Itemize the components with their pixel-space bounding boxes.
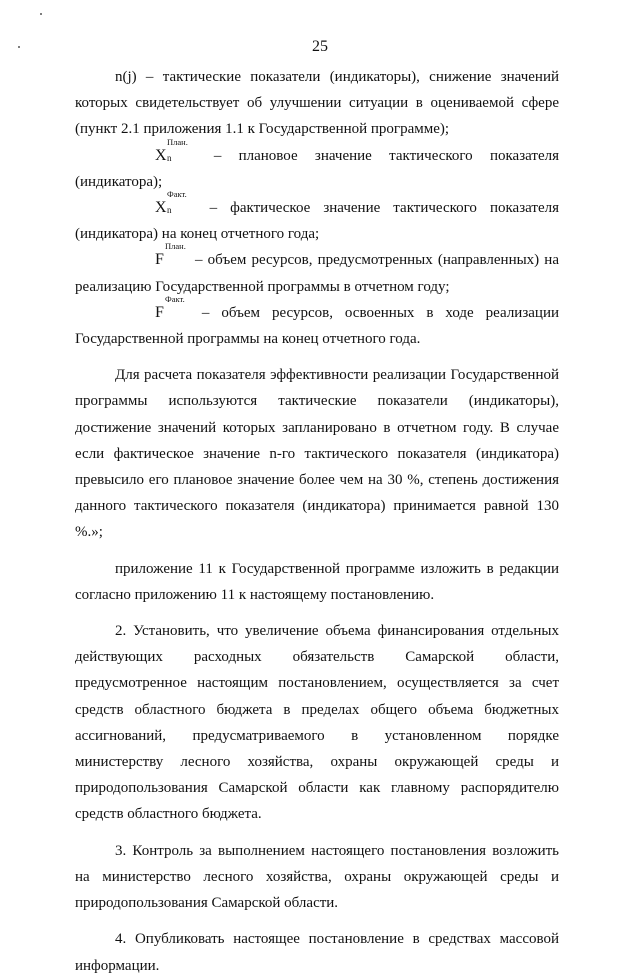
f-fact-description: – объем ресурсов, освоенных в ходе реализации Государственной программы на конец отчетного года.: [75, 304, 559, 348]
scan-speck: [40, 13, 42, 15]
document-body: [75, 64, 559, 979]
symbol-f-fact: F Факт.: [155, 293, 185, 321]
symbol-x-fact: X Факт. n: [155, 189, 187, 217]
paragraph-item-2: 2. Установить, что увеличение объема финансирования отдельных действующих расходных обязательств Самарской области, предусмотренное настоящим постановлением, осуществляется за счет средств областного бюджета в пределах общего объема бюджетных ассигнований, предусматриваемого в установленном порядке министерству лесного хозяйства, охраны окружающей среды и природопользования Самарской области как главному распорядителю средств областного бюджета.: [75, 623, 559, 823]
paragraph-nj: n(j) – тактические показатели (индикаторы), снижение значений которых свидетельствует об улучшении ситуации в оцениваемой сфере (пункт 2.1 приложения 1.1 к Государственной программе);: [75, 69, 559, 138]
paragraph-x-plan: [75, 136, 559, 195]
paragraph-calculation: Для расчета показателя эффективности реализации Государственной программы используются тактические показатели (индикаторы), достижение значений которых запланировано в отчетном году. В случае если фактическое значение n-го тактического показателя (индикатора) превысило его плановое значение более чем на 30 %, степень достижения данного тактического показателя (индикатора) принимается равной 130 %.»;: [75, 367, 559, 541]
paragraph-f-plan: [75, 241, 559, 299]
paragraph-item-3: 3. Контроль за выполнением настоящего постановления возложить на министерство лесного хозяйства, охраны окружающей среды и природопользования Самарской области.: [75, 842, 559, 912]
symbol-f-plan: F План.: [155, 241, 186, 269]
paragraph-x-fact: [75, 189, 559, 247]
symbol-x-plan: X План. n: [155, 136, 188, 164]
paragraph-f-fact: [75, 293, 559, 352]
x-plan-description: – плановое значение тактического показателя (индикатора);: [75, 147, 559, 190]
paragraph-item-4: 4. Опубликовать настоящее постановление в средствах массовой информации.: [75, 931, 559, 974]
x-fact-description: – фактическое значение тактического показателя (индикатора) на конец отчетного года;: [75, 200, 559, 243]
paragraph-appendix: приложение 11 к Государственной программе изложить в редакции согласно приложению 11 к настоящему постановлению.: [75, 560, 559, 603]
page-number: 25: [312, 38, 328, 55]
f-plan-description: – объем ресурсов, предусмотренных (направленных) на реализацию Государственной программы в отчетном году;: [75, 252, 559, 295]
